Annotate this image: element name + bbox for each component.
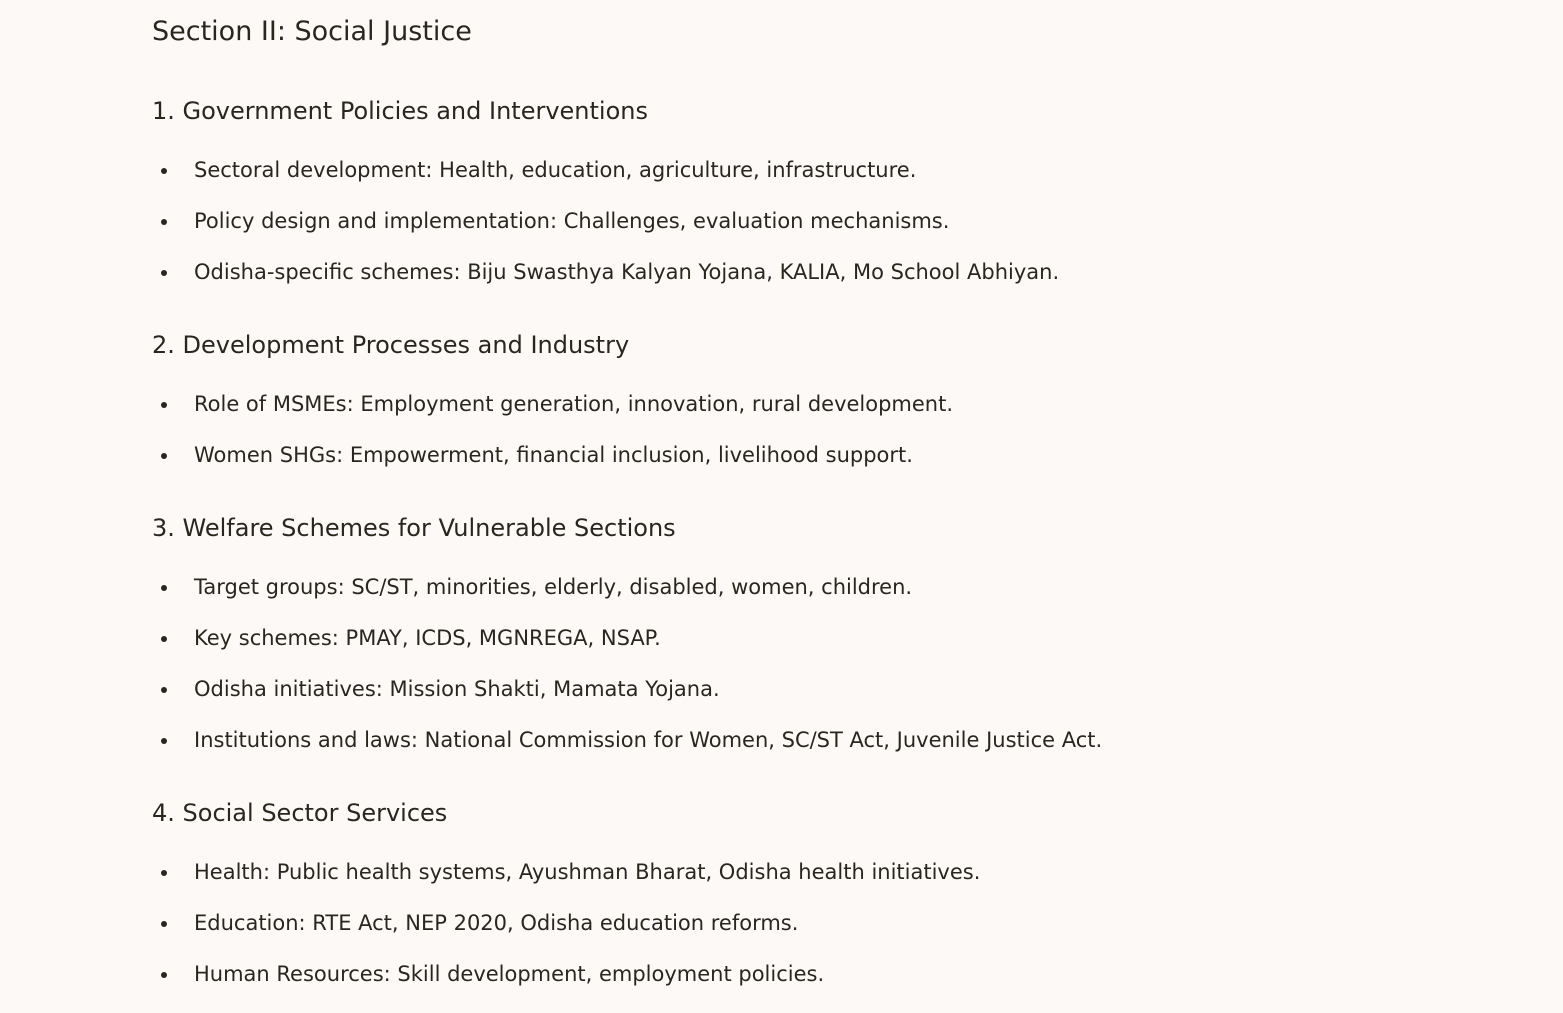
bullet-icon xyxy=(161,687,167,693)
subsection-heading-welfare-schemes: 3. Welfare Schemes for Vulnerable Sections xyxy=(152,514,676,542)
subsection-heading-social-sector-services: 4. Social Sector Services xyxy=(152,799,448,827)
bullet-icon xyxy=(161,921,167,927)
list-item-text: Policy design and implementation: Challenges, evaluation mechanisms. xyxy=(194,209,950,233)
list-item-text: Human Resources: Skill development, employment policies. xyxy=(194,962,825,986)
bullet-icon xyxy=(161,270,167,276)
bullet-icon xyxy=(161,585,167,591)
bullet-icon xyxy=(161,219,167,225)
bullet-icon xyxy=(161,972,167,978)
bullet-icon xyxy=(161,453,167,459)
list-item-text: Target groups: SC/ST, minorities, elderly, disabled, women, children. xyxy=(194,575,913,599)
subsection-heading-government-policies: 1. Government Policies and Interventions xyxy=(152,97,648,125)
list-item-text: Education: RTE Act, NEP 2020, Odisha education reforms. xyxy=(194,911,799,935)
list-item-text: Health: Public health systems, Ayushman Bharat, Odisha health initiatives. xyxy=(194,860,981,884)
list-item-text: Odisha initiatives: Mission Shakti, Mamata Yojana. xyxy=(194,677,720,701)
bullet-icon xyxy=(161,402,167,408)
bullet-icon xyxy=(161,870,167,876)
bullet-icon xyxy=(161,738,167,744)
subsection-heading-development-processes: 2. Development Processes and Industry xyxy=(152,331,630,359)
section-title: Section II: Social Justice xyxy=(152,16,472,47)
bullet-icon xyxy=(161,168,167,174)
list-item-text: Role of MSMEs: Employment generation, innovation, rural development. xyxy=(194,392,954,416)
list-item-text: Key schemes: PMAY, ICDS, MGNREGA, NSAP. xyxy=(194,626,661,650)
list-item-text: Institutions and laws: National Commission for Women, SC/ST Act, Juvenile Justice Act. xyxy=(194,728,1103,752)
list-item-text: Sectoral development: Health, education, agriculture, infrastructure. xyxy=(194,158,917,182)
list-item-text: Odisha-specific schemes: Biju Swasthya Kalyan Yojana, KALIA, Mo School Abhiyan. xyxy=(194,260,1060,284)
bullet-icon xyxy=(161,636,167,642)
list-item-text: Women SHGs: Empowerment, financial inclusion, livelihood support. xyxy=(194,443,913,467)
